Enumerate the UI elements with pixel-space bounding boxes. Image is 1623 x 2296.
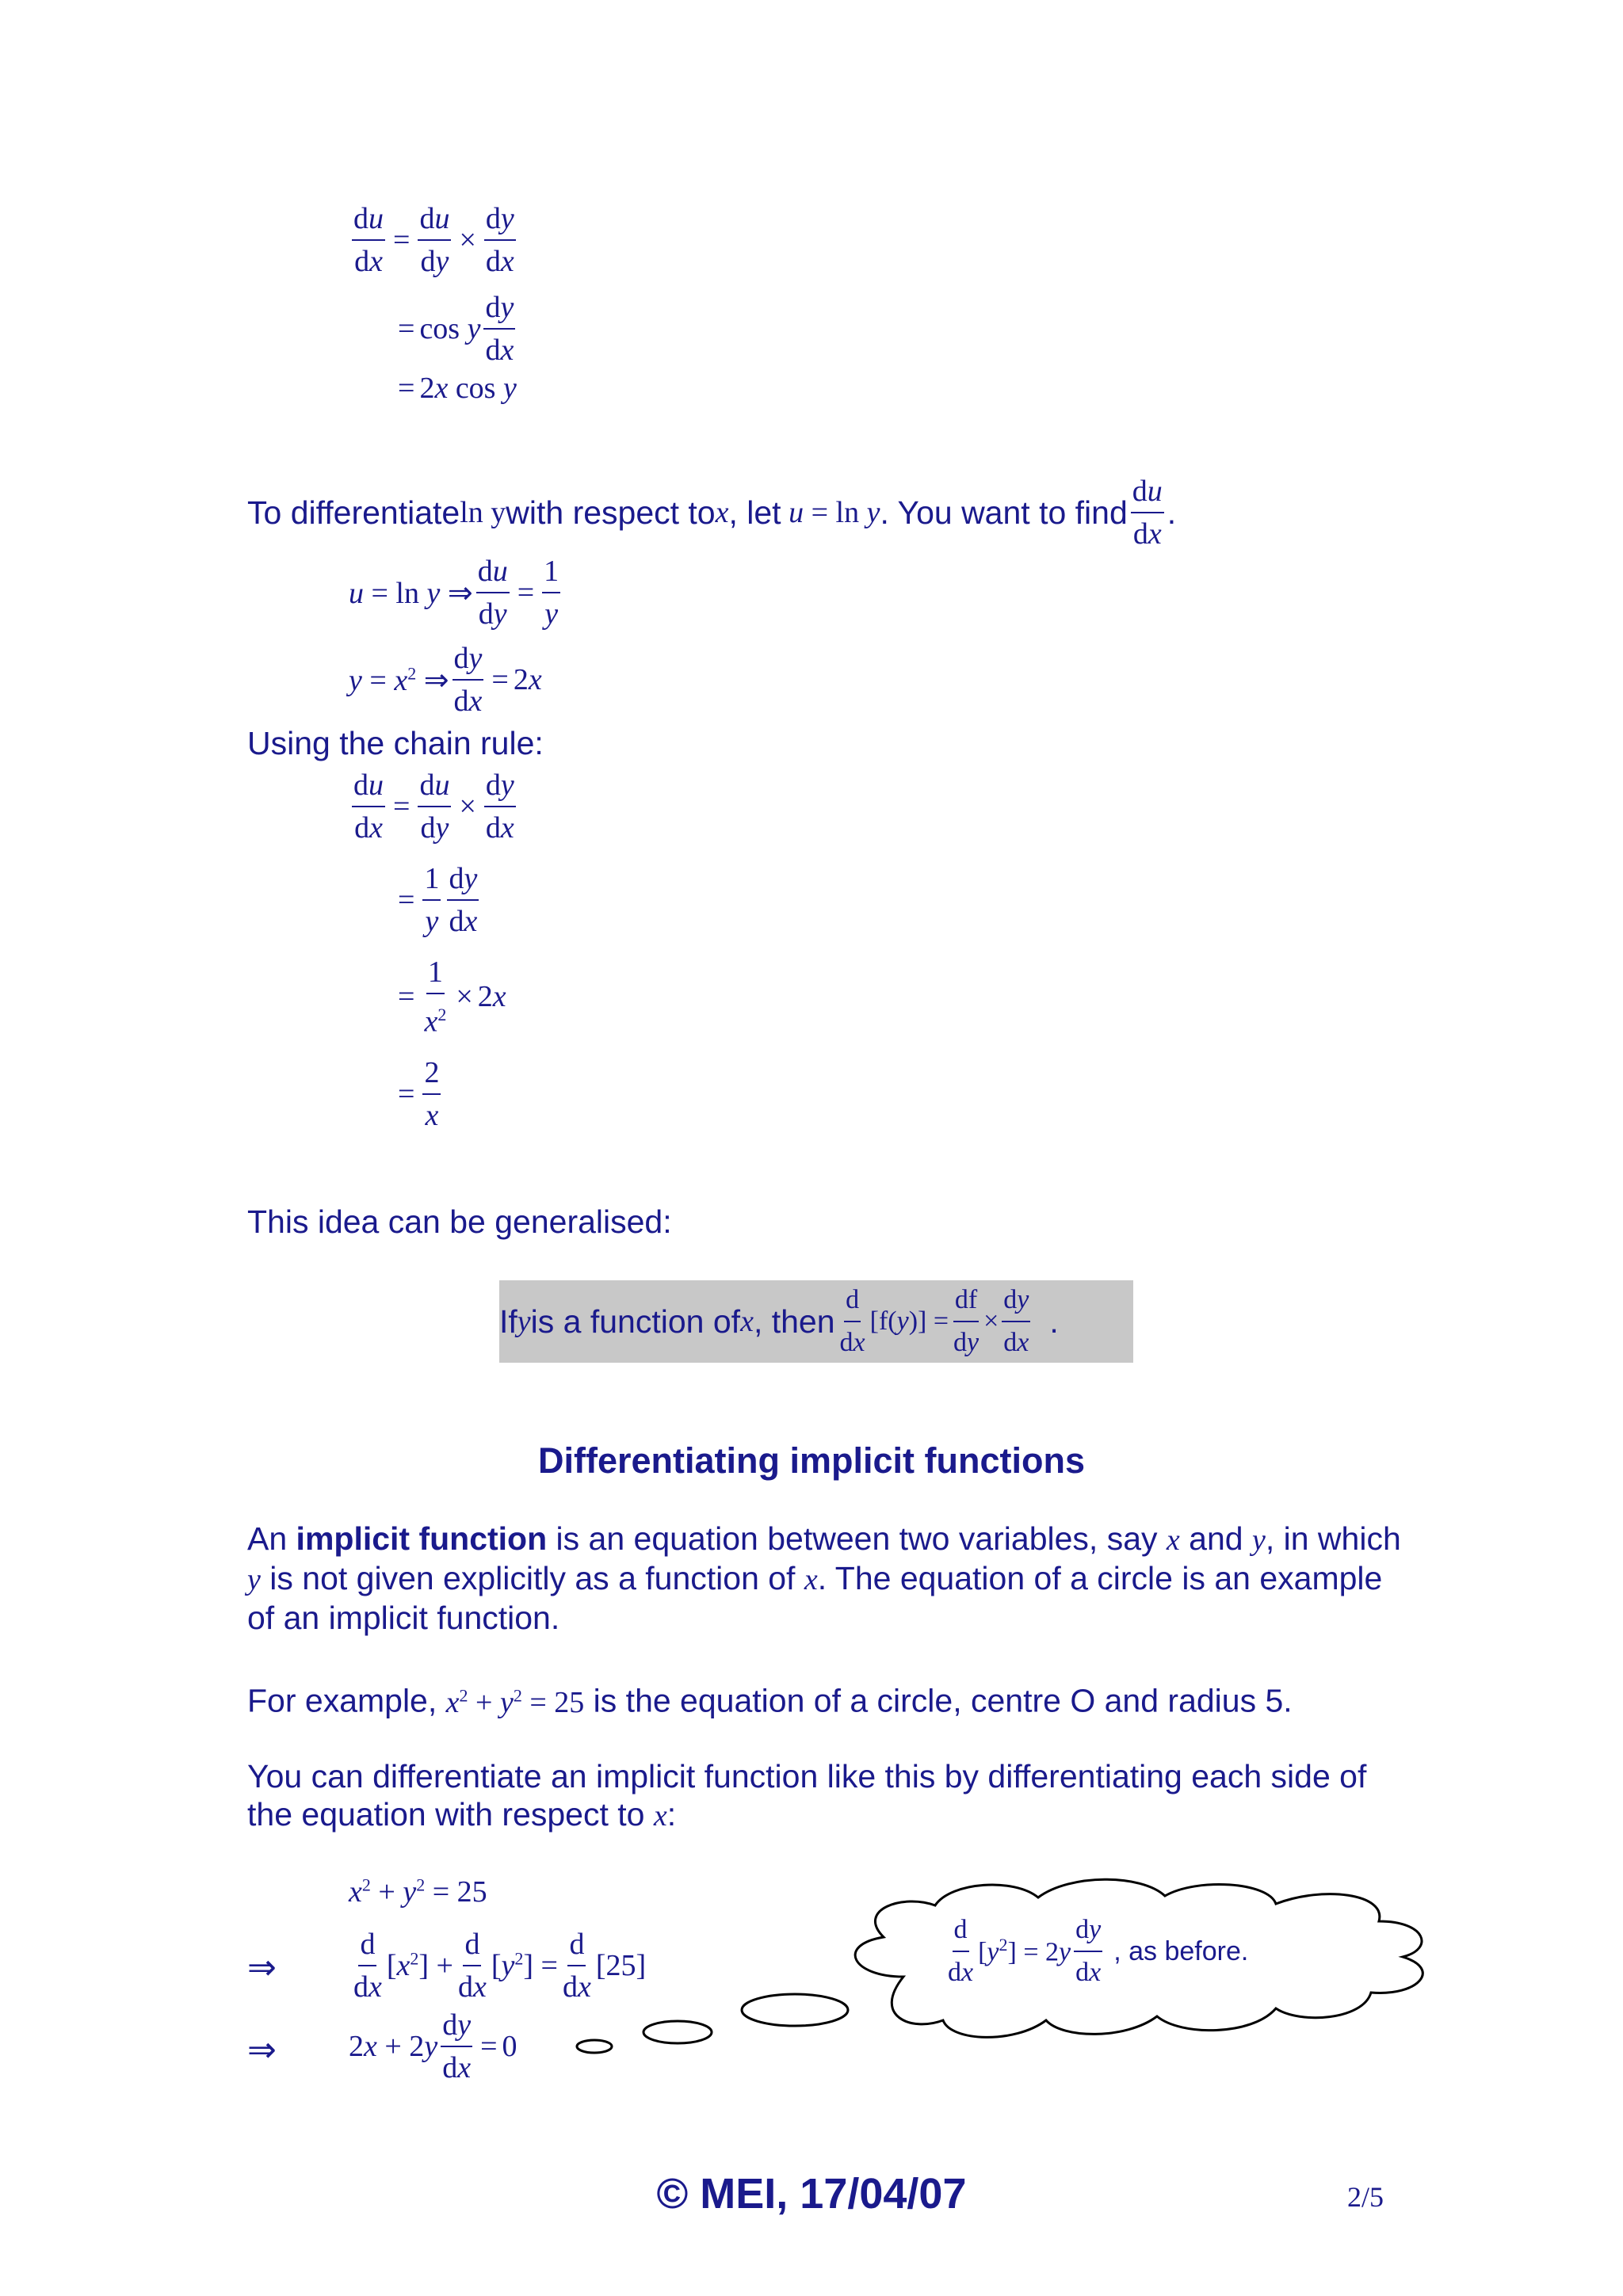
cloud-bubble-medium (643, 2021, 712, 2043)
result-text-3: , then (753, 1303, 835, 1340)
result-var-y: y (517, 1305, 531, 1338)
chain-line-4: = $\frac{2}{x}$ (393, 1052, 519, 1136)
circle-equation: $x^2 + y^2 = 25$ (445, 1685, 585, 1719)
ln-step-2: $y = x^2$ ⇒ $\frac{dy}{dx}$ = 2x (349, 638, 563, 722)
implicit-line-1: $x^2 + y^2 = 25$ (349, 1875, 487, 1909)
chain-rule-label: Using the chain rule: (247, 725, 544, 761)
result-var-x: x (740, 1305, 754, 1338)
implicit-line-2: $\frac{d}{dx}$ $[x^2]$ + $\frac{d}{dx}$ $[y^2]$ = $\frac{d}{dx}$ [25] (349, 1924, 646, 2008)
cloud-note: , as before. (1113, 1936, 1249, 1966)
cloud-bubble-large (742, 1994, 848, 2026)
generalised-text: This idea can be generalised: (247, 1203, 672, 1240)
thought-cloud (571, 1866, 1474, 2096)
top-chain-rule-block (349, 198, 519, 406)
implicit-line-3: 2x + 2y $\frac{dy}{dx}$ = 0 (349, 2004, 517, 2088)
ln-intro-text-1: To differentiate (247, 494, 460, 531)
footer-copyright: © MEI, 17/04/07 (656, 2170, 967, 2218)
differentiate-implicit-paragraph: You can differentiate an implicit function like this by differentiating each side of the equation with respect to x: (247, 1758, 1367, 1833)
section-heading: Differentiating implicit functions (537, 1440, 1085, 1481)
ln-intro-var: x (715, 496, 729, 529)
ln-intro-text-4: . You want to find (880, 494, 1128, 531)
result-formula: $\frac{d}{dx}$ [f(y)] = $\frac{df}{dy}$ × $\frac{dy}{dx}$ (835, 1280, 1034, 1363)
ln-intro-text-2: with respect to (506, 494, 716, 531)
ln-intro-text-3: , let (728, 494, 781, 531)
ln-intro-sentence (247, 471, 1176, 555)
result-end: . (1049, 1303, 1059, 1340)
implies-arrow-2: ⇒ (247, 2031, 277, 2069)
ln-intro-expr-1: ln y (460, 496, 506, 529)
chain-steps (349, 765, 519, 1136)
top-line-1: $\frac{du}{dx}$ = $\frac{du}{dy}$ × $\frac{dy}{dx}$ (349, 198, 519, 282)
page-number: 2/5 (1347, 2181, 1384, 2213)
cloud-bubble-small (577, 2040, 612, 2053)
result-box (499, 1280, 1133, 1363)
chain-line-3: = $\frac{1}{x^2}$ × 2x (393, 952, 519, 1043)
implies-arrow-1: ⇒ (247, 1948, 277, 1987)
top-line-3: = 2x cos y (398, 372, 517, 405)
chain-line-2: = $\frac{1}{y}$ $\frac{dy}{dx}$ (393, 858, 519, 942)
implicit-definition-paragraph: An implicit function is an equation between two variables, say x and y, in which y is not given explicitly as a function of x. The equation of a circle is an example of an implicit function. (247, 1520, 1401, 1636)
implicit-function-term: implicit function (296, 1520, 548, 1557)
result-text-2: is a function of (530, 1303, 741, 1340)
ln-steps (349, 551, 563, 722)
top-line-2: = cos y $\frac{dy}{dx}$ (393, 287, 519, 371)
du-dx-fraction: $\frac{du}{dx}$ (1131, 471, 1164, 555)
ln-intro-expr-2: u = ln y (789, 496, 880, 529)
result-text-1: If (499, 1303, 517, 1340)
chain-line-1: $\frac{du}{dx}$ = $\frac{du}{dy}$ × $\frac{dy}{dx}$ (349, 765, 519, 849)
circle-example-paragraph: For example, $x^2 + y^2 = 25$ is the equation of a circle, centre O and radius 5. (247, 1682, 1293, 1719)
ln-step-1: u = ln y ⇒ $\frac{du}{dy}$ = $\frac{1}{y}$ (349, 551, 563, 635)
ln-intro-end: . (1167, 494, 1177, 531)
cloud-formula: $\frac{d}{dx}$ $[y^2] = 2y$ $\frac{dy}{dx}$ , as before. (943, 1909, 1248, 1993)
